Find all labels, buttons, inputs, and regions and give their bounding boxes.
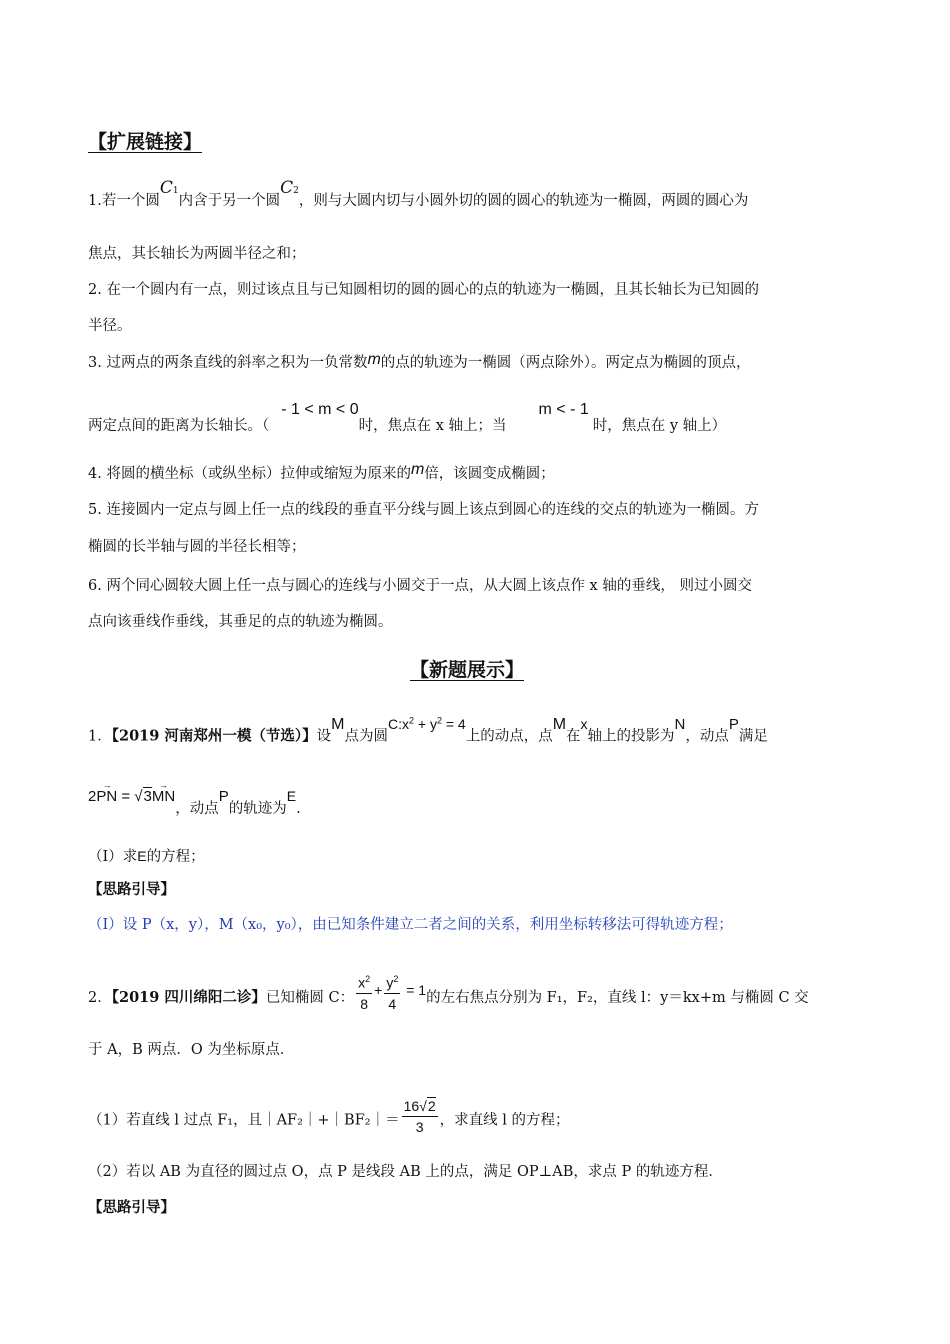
item-5-line-1: 5. 连接圆内一定点与圆上任一点的线段的垂直平分线与圆上该点到圆心的连线的交点的轨迹为一椭圆。方	[88, 502, 759, 518]
item-6-line-1: 6. 两个同心圆较大圆上任一点与圆心的连线与小圆交于一点，从大圆上该点作 x 轴的垂线， 则过小圆交	[88, 578, 752, 594]
problem-1-guide: （Ⅰ）设 P（x，y），M（x₀，y₀），由已知条件建立二者之间的关系，利用坐标转移法可得轨迹方程；	[88, 917, 733, 933]
item-3-line-1: 3. 过两点的两条直线的斜率之积为一负常数m的点的轨迹为一椭圆（两点除外）。两定点为椭圆的顶点，	[88, 351, 751, 371]
item-2-line-1: 2. 在一个圆内有一点，则过该点且与已知圆相切的圆的圆心的点的轨迹为一椭圆，且其长轴长为已知圆的	[88, 282, 759, 298]
item-2-line-2: 半径。	[88, 318, 132, 334]
item-1-line-2: 焦点，其长轴长为两圆半径之和；	[88, 246, 306, 262]
ellipse-equation: $\frac{x^2}{8}$ + $\frac{y^2}{4}$ = 1	[358, 974, 427, 1012]
section-title-extended-links: 【扩展链接】	[88, 131, 203, 153]
problem-1-question-1: （Ⅰ）求E的方程；	[88, 848, 205, 865]
item-4: 4. 将圆的横坐标（或纵坐标）拉伸或缩短为原来的m倍，该圆变成椭圆；	[88, 461, 555, 482]
item-3-line-2: 两定点间的距离为长轴长。（- 1 < m < 0时，焦点在 x 轴上；当m < - 1时，焦点在 y 轴上）	[88, 401, 727, 434]
problem-2-question-2: （2）若以 AB 为直径的圆过点 O，点 P 是线段 AB 上的点，满足 OP⊥AB，求点 P 的轨迹方程．	[88, 1164, 723, 1180]
item-1-line-1: 1.若一个圆$C^1$内含于另一个圆$C^2$，则与大圆内切与小圆外切的圆的圆心的轨迹为一椭圆，两圆的圆心为	[88, 178, 749, 209]
problem-2-line-1: 2．【2019 四川绵阳二诊】已知椭圆 C： $\frac{x^2}{8}$ + $\frac{y^2}{4}$ = 1的左右焦点分别为 F₁，F₂，直线 l：y＝kx+m 与椭圆 C 交	[88, 974, 809, 1012]
problem-1-line-2: 2→ PN = √3→ MN，动点P的轨迹为E.	[88, 798, 301, 819]
problem-2-guide-title: 【思路引导】	[88, 1199, 175, 1216]
item-5-line-2: 椭圆的长半轴与圆的半径长相等；	[88, 539, 306, 555]
circle-equation: $C:x^2 + y^2 = 4$	[387, 715, 466, 732]
condition-1: - 1 < m < 0	[281, 401, 359, 418]
problem-1-guide-title: 【思路引导】	[88, 881, 175, 898]
section-title-new-problems: 【新题展示】	[410, 659, 525, 681]
item-6-line-2: 点向该垂线作垂线，其垂足的点的轨迹为椭圆。	[88, 614, 393, 630]
problem-1-line-1: 1．【2019 河南郑州一模（节选）】设M点为圆$C:x^2 + y^2 = 4$上的动点，点M在x轴上的投影为N，动点P满足	[88, 715, 768, 745]
problem-2-question-1: （1）若直线 l 过点 F₁，且｜AF₂｜+｜BF₂｜＝ $\frac{16√2}{3}$ ，求直线 l 的方程；	[88, 1098, 570, 1135]
problem-2-line-2: 于 A，B 两点．O 为坐标原点．	[88, 1042, 295, 1058]
fraction-16-root-2-over-3: $\frac{16√2}{3}$	[403, 1098, 436, 1135]
vector-equation: 2→ PN = √3→ MN	[88, 788, 175, 805]
condition-2: m < - 1	[538, 401, 589, 418]
